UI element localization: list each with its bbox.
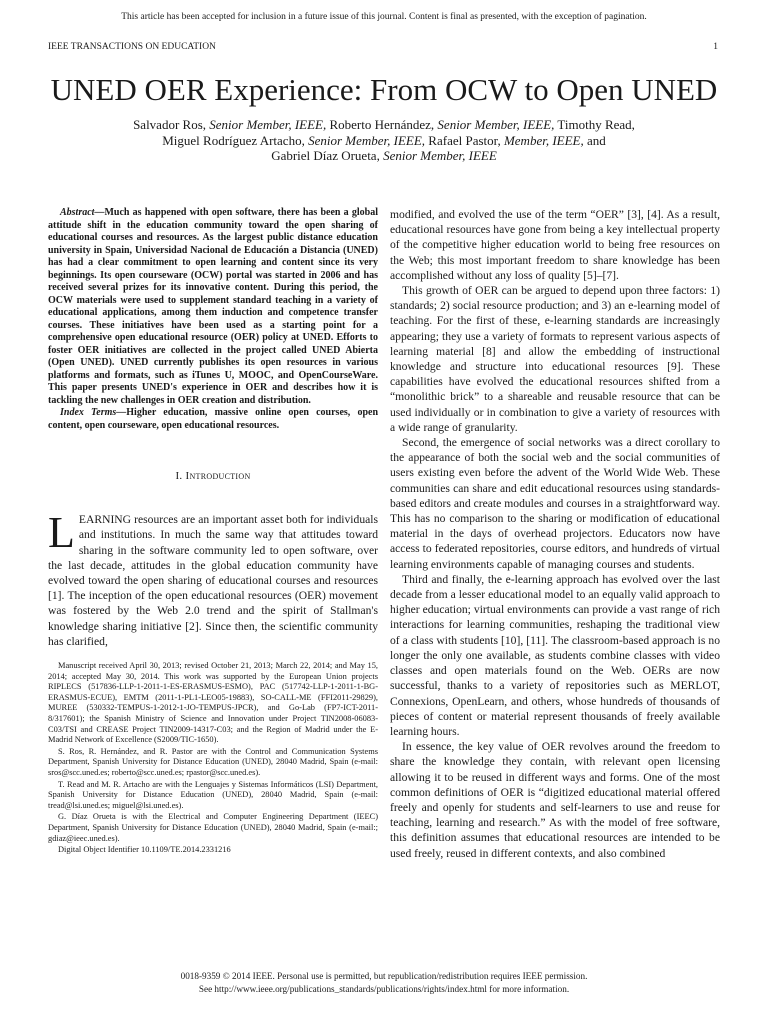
author-name: Gabriel Díaz Orueta, — [271, 148, 380, 164]
section-heading — [48, 469, 378, 484]
body-paragraph: In essence, the key value of OER revolves around the freedom to share the knowledge they contain, with relevant open licensing allowing it to be reused in different ways and forms. One of the most common definitions of OER is “digitized educational material offered freely and openly for students and self-learners to use and reuse for teaching, learning and research.” As with the model of free software, this definition assumes that educational resources are intended to be used freely, reused in different contexts, and also combined — [390, 740, 720, 860]
author-name: Miguel Rodríguez Artacho, — [162, 132, 305, 148]
introduction-paragraph — [48, 508, 378, 649]
right-column — [390, 207, 720, 861]
drop-cap: L — [48, 508, 75, 558]
body-paragraph: Third and finally, the e-learning approach has evolved over the last decade from a lesser educational model to an equally valid approach to higher education; virtual environments can provide a vast range of rich interactions for learning communities, reshaping the traditional view of a class with students [10], [11]. The classroom-based approach is no longer the only one available, as students combine classes with video classes and open materials found on the Web. OERs are now successful, thanks to a variety of repositories such as MERLOT, Connexions, OpenLearn, and others, whose hundreds of thousands of pieces of content or material represent thousands of freely available learning hours. — [390, 572, 720, 738]
author-name: Rafael Pastor, — [428, 132, 501, 148]
body-paragraph: modified, and evolved the use of the term “OER” [3], [4]. As a result, educational resources have gone from being a key intellectual property of the competitive higher education world to being free resources on the Web; this most important freedom to share knowledge has been accomplished without any loss of quality [5]–[7]. — [390, 208, 720, 282]
author-conjunction: and — [586, 132, 606, 148]
index-terms — [48, 407, 378, 432]
abstract-text: Much as happened with open software, there has been a global attitude shift in the education community toward the open sharing of educational courses and resources. As the largest public distance education university in Spain, Universidad Nacional de Educación a Distancia (UNED) has had a clear commitment to open learning and content since its very beginnings. Its open courseware (OCW) portal was started in 2006 and has received several prizes for its innovative content. During this period, the OCW materials were used to supplement standard teaching in a variety of educational applications, among them induction and competence transfer courses. These initiatives have been used as a starting point for a comprehensive open educational resource (OER) policy at UNED. Efforts to foster OER initiatives are collected in the project called UNED Abierta (Open UNED). UNED currently publishes its open resources in various platforms and formats, such as iTunes U, MOOC, and OpenCourseWare. This paper presents UNED's experience in OER and describes how it is tackling the new challenges in OER creation and distribution. — [48, 207, 378, 406]
author-name: Salvador Ros, — [133, 117, 207, 132]
copyright-notice — [0, 970, 768, 996]
author-name: Roberto Hernández, — [329, 117, 435, 132]
index-terms-label: Index Terms— — [60, 407, 127, 418]
author-list — [60, 117, 708, 164]
left-column — [48, 207, 378, 857]
body-paragraph: Second, the emergence of social networks was a direct corollary to the appearance of both the social web and the social communities of users existing even before the advent of the World Wide Web. These communities can share and edit educational resources using standards-based editors and create modules and courses in a straightforward way. This has no comparison to the sharing or modification of educational material in the days of overhead projectors. Educators now have access to federated repositories, course editors, and hundreds of virtual learning environments capable of managing courses and students. — [390, 436, 720, 571]
footnote-affiliation: T. Read and M. R. Artacho are with the Lenguajes y Sistemas Informáticos (LSI) Department, Spanish University for Distance Education (UNED), 28040 Madrid, Spain (e-mail: tread@lsi.uned.es; miguel@lsi.uned.es). — [48, 779, 378, 810]
page-number: 1 — [713, 42, 718, 52]
author-line-1 — [60, 117, 708, 133]
section-title: Introduction — [185, 470, 251, 482]
abstract — [48, 207, 378, 407]
footnote-affiliation: S. Ros, R. Hernández, and R. Pastor are with the Control and Communication Systems Department, Spanish University for Distance Education (UNED), 28040 Madrid, Spain (e-mail: sros@scc.uned.es; roberto@scc.uned.es; rpastor@scc.uned.es). — [48, 746, 378, 777]
author-name: Timothy Read, — [557, 117, 635, 132]
author-affiliation: Senior Member, IEEE, — [308, 132, 426, 148]
intro-text: EARNING resources are an important asset both for individuals and institutions. In much the same way that attitudes toward sharing in the software community led to open software, over the last decade, attitudes in the global education community have evolved toward the open sharing of educational courses and resources [1]. The inception of the open educational resources (OER) movement was fostered by the Web 2.0 trend and the spirit of Stallman's knowledge sharing initiative [2]. Since then, the scientific community has clarified, — [48, 513, 378, 648]
footnote-doi: Digital Object Identifier 10.1109/TE.2014.2331216 — [58, 845, 231, 855]
body-paragraph: This growth of OER can be argued to depend upon three factors: 1) standards; 2) social resource production; and 3) an e-learning model of teaching. For the first of these, e-learning standards are increasingly appearing; they use a variety of formats to represent various aspects of learning material [8] and allow the embedding of instructional knowledge and structure into educational resources [9]. These capabilities have evolved the educational resources shifted from a “monolithic brick” to a shareable and reusable resource that can be used individually or in combination to give a variety of resources with a wide range of granularity. — [390, 284, 720, 434]
paper-title: UNED OER Experience: From OCW to Open UNED — [50, 72, 718, 107]
author-affiliation: Senior Member, IEEE, — [209, 117, 327, 132]
index-terms-text: Higher education, massive online open courses, open content, open courseware, open educational resources. — [48, 407, 378, 431]
author-line-2 — [60, 133, 708, 149]
copyright-line: 0018-9359 © 2014 IEEE. Personal use is permitted, but republication/redistribution requires IEEE permission. — [180, 971, 588, 981]
footnotes — [48, 661, 378, 856]
section-number: I. — [175, 470, 183, 482]
footnote-affiliation: G. Díaz Orueta is with the Electrical and Computer Engineering Department (IEEC) Department, Spanish University for Distance Education (UNED), 28040 Madrid, Spain (e-mail:; gdiaz@ieec.uned.es). — [48, 812, 378, 843]
journal-name: IEEE TRANSACTIONS ON EDUCATION — [48, 42, 216, 52]
abstract-label: Abstract— — [60, 207, 105, 218]
rights-link-line: See http://www.ieee.org/publications_standards/publications/rights/index.html for more information. — [198, 984, 570, 994]
author-line-3 — [60, 148, 708, 164]
author-affiliation: Senior Member, IEEE — [383, 148, 497, 164]
author-affiliation: Member, IEEE, — [503, 132, 584, 148]
author-affiliation: Senior Member, IEEE, — [437, 117, 555, 132]
footnote-manuscript: Manuscript received April 30, 2013; revised October 21, 2013; March 22, 2014; and May 15, 2014; accepted May 30, 2014. This work was supported by the European Union projects RIPLECS (517836-LLP-1-2011-1-ES-ERASMUS-ESMO), PAC (517742-LLP-1-2011-1-BG-ERASMUS-ECUE), EMTM (2011-1-PL1-LEO05-19883), SO-CALL-ME (FFI2011-29829), MUREE (530332-TEMPUS-1-2012-1-JO-TEMPUS-JPCR), and Go-Lab (FP7-ICT-2011-8/317601); the Spanish Ministry of Science and Innovation under Project TIN2008-06083-C03/TSI and CREASE Project TIN2009-14317-C03; and the Region of Madrid under the E-Madrid Network of Excellence (S2009/TIC-1650). — [48, 661, 378, 745]
publication-notice: This article has been accepted for inclusion in a future issue of this journal. Content is final as presented, with the exception of pagination. — [121, 12, 647, 22]
